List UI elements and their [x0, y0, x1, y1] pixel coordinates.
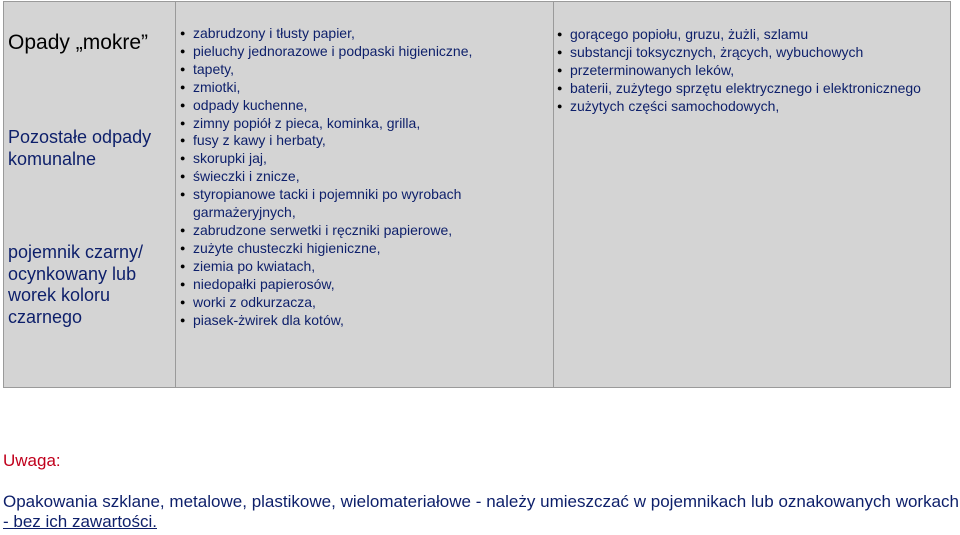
note-heading: Uwaga:: [3, 451, 61, 470]
list-item: ● fusy z kawy i herbaty,: [180, 132, 553, 150]
list-item: ● zużytych części samochodowych,: [557, 97, 921, 115]
list-item: ● świeczki i znicze,: [180, 168, 553, 186]
wet-waste-title: Opady „mokre”: [8, 31, 149, 54]
container-description: pojemnik czarny/ ocynkowany lub worek koloru czarnego: [8, 242, 144, 327]
allowed-items-column: [176, 2, 554, 387]
list-item: ● piasek-żwirek dla kotów,: [180, 312, 553, 330]
list-item: ● styropianowe tacki i pojemniki po wyrobach garmażeryjnych,: [180, 186, 553, 222]
list-item: ● przeterminowanych leków,: [557, 61, 921, 79]
note-text: [3, 492, 959, 532]
other-waste-title: Pozostałe odpady komunalne: [8, 127, 152, 169]
list-item: ● baterii, zużytego sprzętu elektrycznego i elektronicznego: [557, 79, 921, 97]
note-body: Opakowania szklane, metalowe, plastikowe, wielomateriałowe - należy umieszczać w pojemnikach lub oznakowanych workach: [3, 492, 959, 511]
list-item: ● ziemia po kwiatach,: [180, 258, 553, 276]
list-item: ● pieluchy jednorazowe i podpaski higieniczne,: [180, 43, 553, 61]
list-item: ● skorupki jaj,: [180, 150, 553, 168]
list-item: ● zabrudzony i tłusty papier,: [180, 25, 553, 43]
list-item: ● tapety,: [180, 61, 553, 79]
list-item: ● zabrudzone serwetki i ręczniki papierowe,: [180, 222, 553, 240]
list-item: ● zmiotki,: [180, 79, 553, 97]
forbidden-items-column: [554, 2, 950, 387]
list-item: ● zużyte chusteczki higieniczne,: [180, 240, 553, 258]
forbidden-items-list: [557, 25, 921, 115]
category-column: [4, 2, 176, 387]
waste-table: [3, 1, 951, 388]
list-item: ● niedopałki papierosów,: [180, 276, 553, 294]
list-item: ● odpady kuchenne,: [180, 97, 553, 115]
list-item: ● substancji toksycznych, żrących, wybuchowych: [557, 43, 921, 61]
list-item: ● zimny popiół z pieca, kominka, grilla,: [180, 115, 553, 133]
note-underlined: - bez ich zawartości.: [3, 512, 157, 531]
allowed-items-list: [180, 25, 553, 329]
list-item: ● worki z odkurzacza,: [180, 294, 553, 312]
list-item: ● gorącego popiołu, gruzu, żużli, szlamu: [557, 25, 921, 43]
